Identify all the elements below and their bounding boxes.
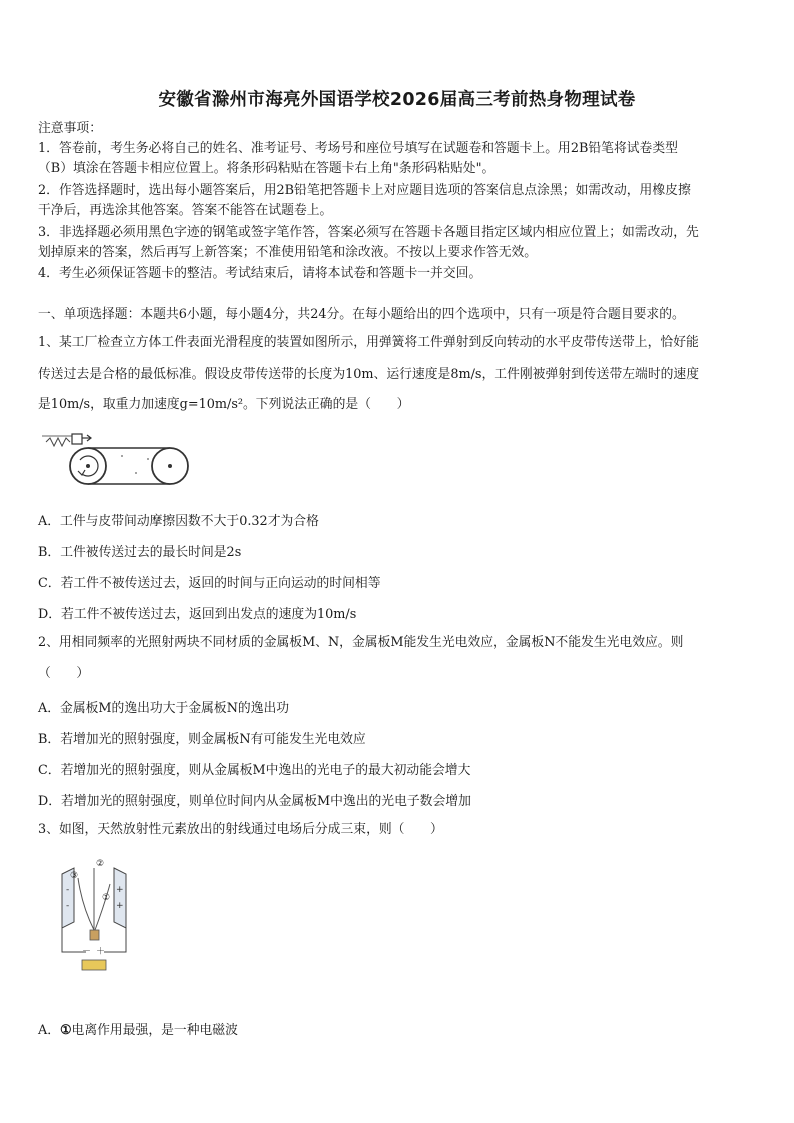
q2-option-d: D．若增加光的照射强度，则单位时间内从金属板M中逸出的光电子数会增加: [38, 794, 471, 809]
q1-option-d: D．若工件不被传送过去，返回到出发点的速度为10m/s: [38, 607, 357, 622]
radioactive-source: [90, 930, 99, 940]
minus-sign: -: [66, 901, 70, 911]
notice-line-4: 干净后，再选涂其他答案。答案不能答在试题卷上。: [38, 203, 333, 218]
notice-line-7: 4．考生必须保证答题卡的整洁。考试结束后，请将本试卷和答题卡一并交回。: [38, 266, 482, 281]
notice-line-1: 1．答卷前，考生务必将自己的姓名、准考证号、考场号和座位号填写在试题卷和答题卡上。用2B铅笔将试卷类型: [38, 141, 678, 156]
minus-sign: -: [66, 885, 70, 895]
plus-sign: +: [116, 885, 124, 895]
q2-line-2: （ ）: [38, 666, 90, 681]
belt-dot: [121, 455, 123, 457]
q2-option-a: A．金属板M的逸出功大于金属板N的逸出功: [38, 701, 290, 716]
battery-minus-label: －: [82, 947, 92, 957]
belt-dot: [135, 472, 137, 474]
notice-line-5: 3．非选择题必须用黑色字迹的钢笔或签字笔作答，答案必须写在答题卡各题目指定区域内相应位置上；如需改动，先: [38, 225, 699, 240]
section-heading: 一、单项选择题：本题共6小题，每小题4分，共24分。在每小题给出的四个选项中，只有一项是符合题目要求的。: [38, 307, 685, 322]
q2-option-b: B．若增加光的照射强度，则金属板N有可能发生光电效应: [38, 732, 366, 747]
notice-heading: 注意事项：: [38, 121, 102, 136]
q1-option-a: A．工件与皮带间动摩擦因数不大于0.32才为合格: [38, 514, 319, 529]
notice-line-6: 划掉原来的答案，然后再写上新答案；不准使用铅笔和涂改液。不按以上要求作答无效。: [38, 245, 538, 260]
beam-1-label: ①: [102, 893, 111, 903]
beam-1-path: [95, 884, 110, 930]
conveyor-belt-figure: [38, 428, 194, 496]
page-title: 安徽省滁州市海亮外国语学校2026届高三考前热身物理试卷: [158, 90, 636, 110]
q3-option-a-text: 电离作用最强，是一种电磁波: [71, 1023, 238, 1038]
q2-line-1: 2、用相同频率的光照射两块不同材质的金属板M、N，金属板M能发生光电效应，金属板N不能发生光电效应。则: [38, 635, 684, 650]
q1-option-c: C．若工件不被传送过去，返回的时间与正向运动的时间相等: [38, 576, 381, 591]
notice-line-2: （B）填涂在答题卡相应位置上。将条形码粘贴在答题卡右上角"条形码粘贴处"。: [38, 161, 495, 176]
q1-line-3: 是10m/s，取重力加速度g=10m/s²。下列说法正确的是（ ）: [38, 397, 410, 412]
workpiece-block: [72, 434, 82, 444]
beam-3-path: [78, 878, 94, 930]
battery-plus-label: ＋: [96, 947, 106, 957]
q3-option-a-prefix: A．: [38, 1023, 61, 1038]
radiation-field-figure: [52, 856, 142, 976]
q1-line-2: 传送过去是合格的最低标准。假设皮带传送带的长度为10m、运行速度是8m/s，工件刚被弹射到传送带左端时的速度: [38, 367, 700, 382]
q3-option-a-mark: ①: [60, 1023, 72, 1038]
left-axle: [86, 464, 90, 468]
battery-icon: [82, 960, 106, 970]
right-axle: [168, 464, 172, 468]
spring-icon: [46, 438, 70, 446]
q3-line-1: 3、如图，天然放射性元素放出的射线通过电场后分成三束，则（ ）: [38, 822, 443, 837]
beam-3-label: ③: [70, 871, 79, 881]
beam-2-label: ②: [96, 859, 105, 869]
q1-line-1: 1、某工厂检查立方体工件表面光滑程度的装置如图所示，用弹簧将工件弹射到反向转动的水平皮带传送带上，恰好能: [38, 335, 699, 350]
belt-dot: [147, 458, 149, 460]
plus-sign: +: [116, 901, 124, 911]
right-wire: [104, 928, 126, 952]
q2-option-c: C．若增加光的照射强度，则从金属板M中逸出的光电子的最大初动能会增大: [38, 763, 471, 778]
q1-option-b: B．工件被传送过去的最长时间是2s: [38, 545, 242, 560]
q3-option-a: [38, 1019, 238, 1038]
notice-line-3: 2．作答选择题时，选出每小题答案后，用2B铅笔把答题卡上对应题目选项的答案信息点涂黑；如需改动，用橡皮擦: [38, 183, 691, 198]
right-plate: [114, 868, 126, 928]
